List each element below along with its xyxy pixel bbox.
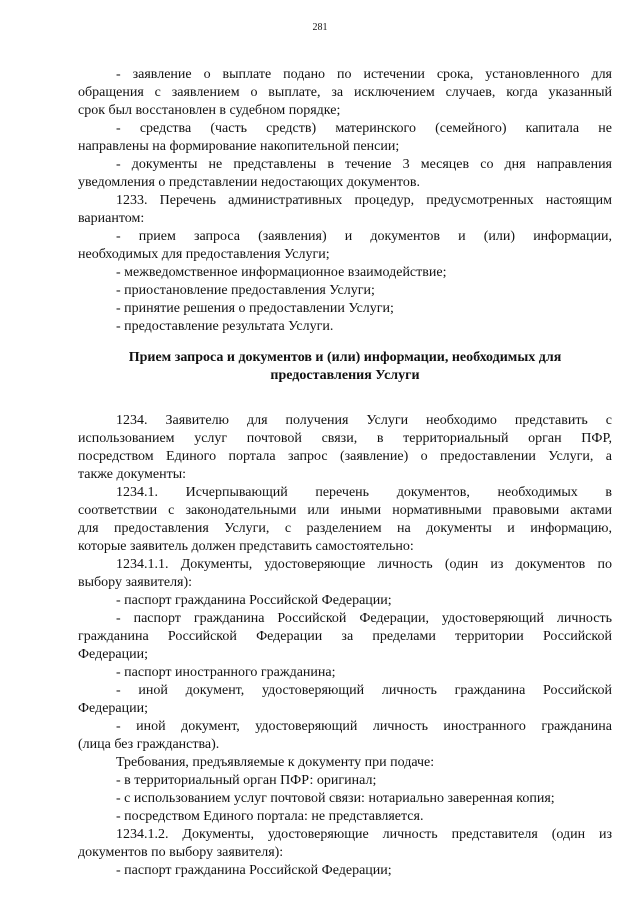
text-line: документов по выбору заявителя):	[78, 845, 284, 860]
list-item: - с использованием услуг почтовой связи: нотариально заверенная копия;	[116, 791, 555, 806]
list-item: - иной документ, удостоверяющий личность иностранного гражданина	[116, 719, 612, 734]
text-line: (лица без гражданства).	[78, 737, 220, 752]
text-line: которые заявитель должен представить самостоятельно:	[78, 539, 414, 554]
heading-line: Прием запроса и документов и (или) информации, необходимых для	[128, 350, 562, 365]
text-line: вариантом:	[78, 211, 145, 226]
list-item: - иной документ, удостоверяющий личность гражданина Российской	[116, 683, 612, 698]
text-line: использованием услуг почтовой связи, в территориальный орган ПФР,	[78, 431, 612, 446]
text-line: Требования, предъявляемые к документу при подаче:	[116, 755, 435, 770]
text-line: - заявление о выплате подано по истечении срока, установленного для	[116, 67, 612, 82]
text-line: 1234.1.1. Документы, удостоверяющие личность (один из документов по	[116, 557, 612, 572]
text-line: гражданина Российской Федерации за пределами территории Российской	[78, 629, 612, 644]
text-line: Федерации;	[78, 647, 149, 662]
text-line: 1234.1.2. Документы, удостоверяющие личность представителя (один из	[116, 827, 612, 842]
text-line: срок был восстановлен в судебном порядке;	[78, 103, 341, 118]
text-line: 1233. Перечень административных процедур, предусмотренных настоящим	[116, 193, 612, 208]
list-item: - паспорт гражданина Российской Федерации;	[116, 863, 392, 878]
text-line: также документы:	[78, 467, 187, 482]
list-item: - принятие решения о предоставлении Услуги;	[116, 301, 394, 316]
text-line: - документы не представлены в течение 3 месяцев со дня направления	[116, 157, 612, 172]
list-item: - предоставление результата Услуги.	[116, 319, 334, 334]
list-item: - паспорт гражданина Российской Федерации;	[116, 593, 392, 608]
list-item: - в территориальный орган ПФР: оригинал;	[116, 773, 377, 788]
heading-line: предоставления Услуги	[270, 368, 420, 383]
text-line: выбору заявителя):	[78, 575, 193, 590]
list-item: - межведомственное информационное взаимодействие;	[116, 265, 447, 280]
text-line: уведомления о представлении недостающих документов.	[78, 175, 420, 190]
text-line: посредством Единого портала запрос (заявление) о предоставлении Услуги, а	[78, 449, 612, 464]
text-line: обращения с заявлением о выплате, за исключением случаев, когда указанный	[78, 85, 612, 100]
text-line: - средства (часть средств) материнского (семейного) капитала не	[116, 121, 612, 136]
text-block-1	[78, 66, 612, 336]
list-item: - приостановление предоставления Услуги;	[116, 283, 375, 298]
section-heading	[78, 349, 612, 385]
text-line: 1234.1. Исчерпывающий перечень документов, необходимых в	[116, 485, 612, 500]
text-line: 1234. Заявителю для получения Услуги необходимо представить с	[116, 413, 612, 428]
text-line: Федерации;	[78, 701, 149, 716]
list-item: - паспорт гражданина Российской Федерации, удостоверяющий личность	[116, 611, 612, 626]
text-line: необходимых для предоставления Услуги;	[78, 247, 330, 262]
text-line: для предоставления Услуги, с разделением на документы и информацию,	[78, 521, 612, 536]
list-item: - посредством Единого портала: не представляется.	[116, 809, 424, 824]
page-number: 281	[312, 22, 328, 33]
text-line: направлены на формирование накопительной пенсии;	[78, 139, 400, 154]
text-line: соответствии с законодательными или иными нормативными правовыми актами	[78, 503, 612, 518]
text-line: - прием запроса (заявления) и документов и (или) информации,	[116, 229, 612, 244]
list-item: - паспорт иностранного гражданина;	[116, 665, 336, 680]
text-block-2	[78, 412, 612, 880]
